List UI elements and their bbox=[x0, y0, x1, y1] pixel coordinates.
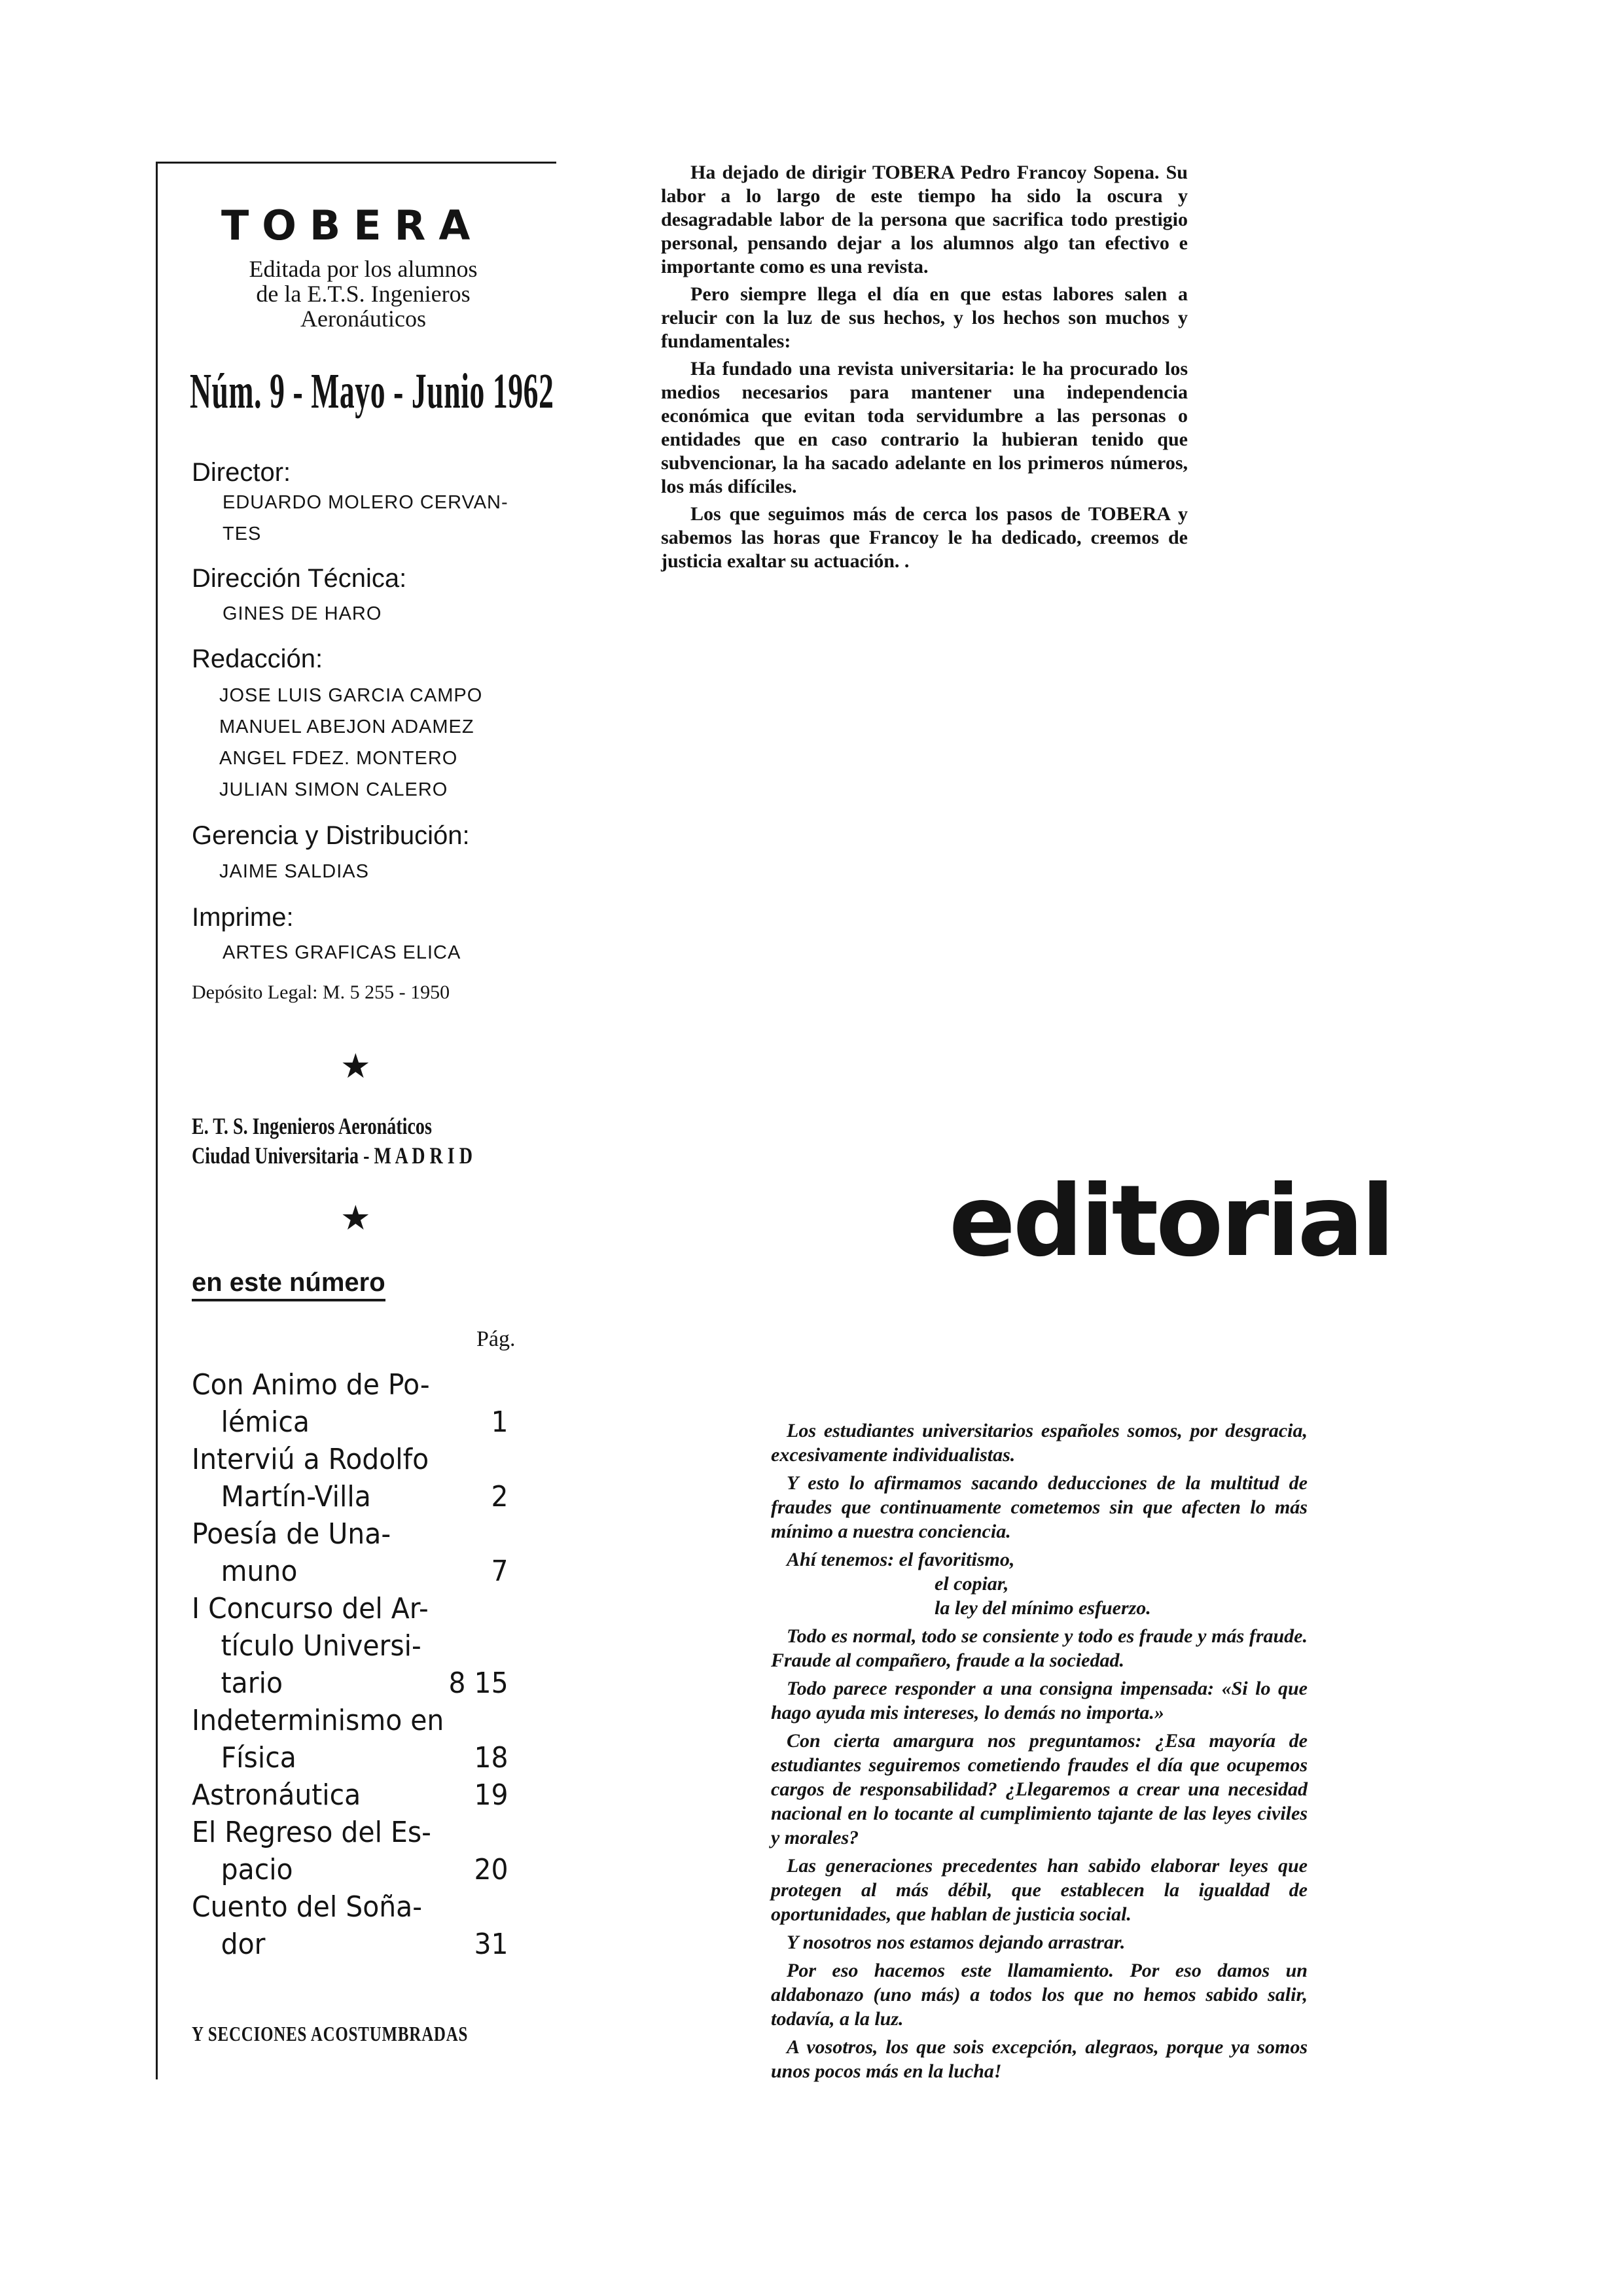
toc-page-number: 20 bbox=[474, 1853, 508, 1886]
issue-number: Núm. 9 - Mayo - Junio 1962 bbox=[190, 364, 554, 419]
director-name: TES bbox=[223, 523, 262, 544]
tribute-paragraph: Pero siempre llega el día en que estas labores salen a relucir con la luz de sus hechos, y los hechos son muchos y fundamentales: bbox=[661, 283, 1188, 352]
tribute-paragraph: Ha dejado de dirigir TOBERA Pedro Francoy Sopena. Su labor a lo largo de este tiempo ha sido la oscura y desagradable labor de la persona que sacrifica todo prestigio personal, pensando dejar a los alumnos algo tan efectivo e importante como es una revista. bbox=[661, 162, 1188, 277]
deposito-legal: Depósito Legal: M. 5 255 - 1950 bbox=[192, 981, 450, 1003]
toc-entry-line: Interviú a Rodolfo bbox=[192, 1443, 429, 1476]
imprime-name: ARTES GRAFICAS ELICA bbox=[223, 942, 461, 963]
toc-page-number: 7 bbox=[491, 1555, 508, 1588]
toc-entry-line: I Concurso del Ar- bbox=[192, 1592, 429, 1625]
editorial-paragraph: Los estudiantes universitarios españoles somos, por desgracia, excesivamente individualistas. bbox=[771, 1420, 1308, 1466]
toc-entry-line: tículo Universi- bbox=[221, 1629, 421, 1663]
star-icon: ★ bbox=[340, 1048, 371, 1086]
editorial-paragraph: A vosotros, los que sois excepción, alegraos, porque ya somos unos pocos más en la lucha! bbox=[771, 2036, 1308, 2082]
director-label: Director: bbox=[192, 458, 291, 487]
toc-entry-line: El Regreso del Es- bbox=[192, 1816, 431, 1849]
contents-footer: Y SECCIONES ACOSTUMBRADAS bbox=[192, 2022, 469, 2045]
toc-entry bbox=[192, 1366, 508, 1441]
toc-entry-line: Con Animo de Po- bbox=[192, 1368, 430, 1402]
editorial-paragraph: Y nosotros nos estamos dejando arrastrar. bbox=[787, 1932, 1126, 1953]
redaccion-name: ANGEL FDEZ. MONTERO bbox=[219, 748, 458, 769]
toc-page-number: 2 bbox=[491, 1480, 508, 1513]
toc-page-number: 31 bbox=[474, 1928, 508, 1961]
toc-entry-line: dor bbox=[221, 1928, 266, 1961]
redaccion-label: Redacción: bbox=[192, 645, 323, 673]
direccion-label: Dirección Técnica: bbox=[192, 564, 407, 593]
editorial-paragraph: Todo es normal, todo se consiente y todo es fraude y más fraude. Fraude al compañero, fraude a la sociedad. bbox=[771, 1625, 1308, 1671]
redaccion-name: MANUEL ABEJON ADAMEZ bbox=[219, 716, 474, 737]
toc-entry bbox=[192, 1814, 508, 1888]
editorial-body bbox=[771, 1419, 1308, 2087]
magazine-logo: TOBERA bbox=[221, 202, 484, 249]
toc-entry-line: Cuento del Soña- bbox=[192, 1890, 423, 1924]
redaccion-name: JOSE LUIS GARCIA CAMPO bbox=[219, 685, 483, 706]
editorial-paragraph: Y esto lo afirmamos sacando deducciones de la multitud de fraudes que continuamente cometemos sin que afecten lo más mínimo a nuestra conciencia. bbox=[771, 1472, 1308, 1542]
masthead-top-rule bbox=[156, 162, 556, 164]
toc-entry-line: Física bbox=[221, 1741, 296, 1775]
direccion-name: GINES DE HARO bbox=[223, 603, 382, 624]
table-of-contents bbox=[192, 1366, 508, 1963]
toc-entry-line: muno bbox=[221, 1555, 298, 1588]
toc-entry-line: Martín-Villa bbox=[221, 1480, 371, 1513]
redaccion-name: JULIAN SIMON CALERO bbox=[219, 779, 448, 800]
toc-page-number: 1 bbox=[491, 1405, 508, 1439]
masthead-left-rule bbox=[156, 162, 158, 2079]
editorial-list-item: el copiar, bbox=[935, 1573, 1009, 1595]
toc-entry-line: Indeterminismo en bbox=[192, 1704, 444, 1737]
toc-entry-line: Astronáutica bbox=[192, 1778, 361, 1812]
subtitle-line: de la E.T.S. Ingenieros bbox=[256, 281, 471, 307]
contents-heading: en este número bbox=[192, 1268, 385, 1301]
star-icon: ★ bbox=[340, 1200, 371, 1237]
toc-entry-line: tario bbox=[221, 1667, 283, 1700]
editorial-paragraph: Las generaciones precedentes han sabido elaborar leyes que protegen al más débil, que establecen la igualdad de oportunidades, que hablan de justicia social. bbox=[771, 1855, 1308, 1925]
toc-entry bbox=[192, 1888, 508, 1963]
editorial-paragraph: Ahí tenemos: el favoritismo, bbox=[787, 1549, 1015, 1570]
toc-entry bbox=[192, 1776, 508, 1814]
toc-entry-line: Poesía de Una- bbox=[192, 1517, 391, 1551]
gerencia-name: JAIME SALDIAS bbox=[219, 861, 369, 882]
toc-entry bbox=[192, 1590, 508, 1702]
editorial-paragraph: Por eso hacemos este llamamiento. Por eso damos un aldabonazo (uno más) a todos los que no hemos sabido salir, todavía, a la luz. bbox=[771, 1960, 1308, 2030]
tribute-article bbox=[661, 161, 1188, 577]
subtitle-line: Editada por los alumnos bbox=[249, 256, 478, 282]
editorial-paragraph: Con cierta amargura nos preguntamos: ¿Esa mayoría de estudiantes seguiremos cometiendo fraudes el día que ocupemos cargos de responsabilidad? ¿Llegaremos a crear una necesidad nacional en lo tocante al cumplimiento tajante de las leyes civiles y morales? bbox=[771, 1730, 1308, 1848]
page-column-label: Pág. bbox=[476, 1327, 516, 1351]
tribute-paragraph: Ha fundado una revista universitaria: le ha procurado los medios necesarios para mantener una independencia económica que evitan toda servidumbre a las personas o entidades que en caso contrario la hubieran tenido que subvencionar, la ha sacado adelante en los primeros números, los más difíciles. bbox=[661, 358, 1188, 497]
editorial-list-item: la ley del mínimo esfuerzo. bbox=[935, 1597, 1151, 1619]
address-line: Ciudad Universitaria - M A D R I D bbox=[192, 1142, 473, 1169]
tribute-paragraph: Los que seguimos más de cerca los pasos de TOBERA y sabemos las horas que Francoy le ha dedicado, creemos de justicia exaltar su actuación. . bbox=[661, 503, 1188, 572]
toc-entry bbox=[192, 1702, 508, 1776]
editorial-title: editorial bbox=[949, 1165, 1393, 1279]
imprime-label: Imprime: bbox=[192, 903, 294, 932]
gerencia-label: Gerencia y Distribución: bbox=[192, 821, 470, 850]
editorial-paragraph: Todo parece responder a una consigna impensada: «Si lo que hago ayuda mis intereses, lo demás no importa.» bbox=[771, 1678, 1308, 1723]
director-name: EDUARDO MOLERO CERVAN- bbox=[223, 492, 508, 513]
toc-entry-line: lémica bbox=[221, 1405, 310, 1439]
toc-page-number: 19 bbox=[474, 1778, 508, 1812]
toc-entry bbox=[192, 1515, 508, 1590]
toc-entry-line: pacio bbox=[221, 1853, 293, 1886]
address-line: E. T. S. Ingenieros Aeronáticos bbox=[192, 1113, 432, 1139]
toc-page-number: 8 15 bbox=[448, 1667, 508, 1700]
toc-entry bbox=[192, 1441, 508, 1515]
subtitle-line: Aeronáuticos bbox=[300, 306, 426, 332]
toc-page-number: 18 bbox=[474, 1741, 508, 1775]
